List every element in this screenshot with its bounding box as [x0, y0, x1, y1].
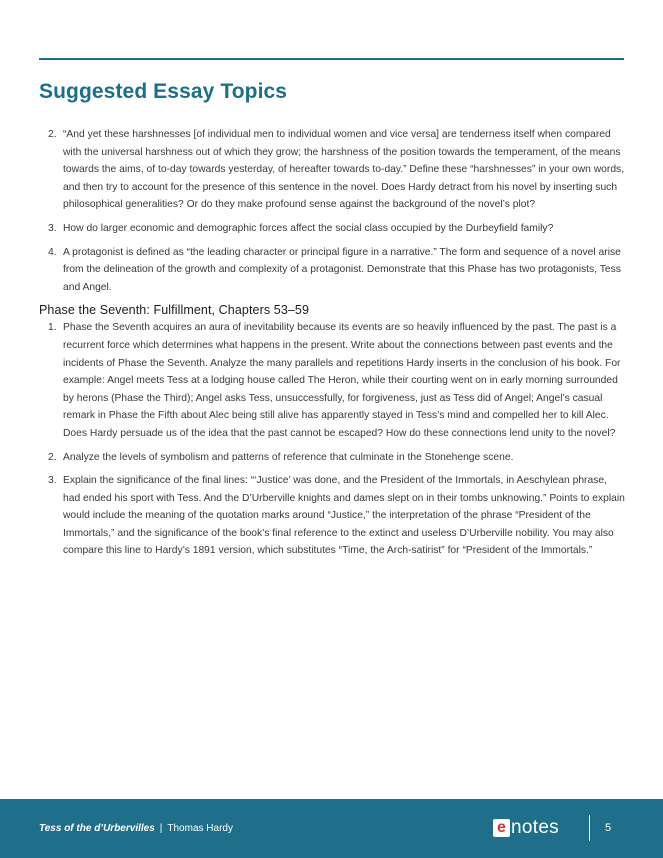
topic-list-continued [39, 126, 625, 296]
enotes-logo [493, 818, 559, 838]
author-name: Thomas Hardy [167, 823, 233, 834]
footer-separator: | [159, 823, 163, 834]
item-number: 3. [48, 475, 57, 487]
footer-divider [589, 815, 590, 841]
item-text: Phase the Seventh acquires an aura of inevitability because its events are so heavily influenced by the past. The past is a recurrent force which determines what happens in the present. Write about the connections between past events and the incidents of Phase the Seventh. Analyze the many parallels and repetitions Hardy inserts in the conclusion of his book. For example: Angel meets Tess at a lodging house called The Heron, while their courting went on in early morning surrounded by herons (Phase the Third); Angel asks Tess, unsuccessfully, for forgiveness, just as Tess did of Angel; Angel’s casual remark in Phase the Fifth about Alec being still alive has apparently stayed in Tess’s mind and compelled her to kill Alec. Does Hardy persuade us of the idea that the past cannot be escaped? How do these connections lend unity to the novel? [63, 322, 621, 439]
list-item [39, 449, 625, 467]
item-number: 3. [48, 222, 57, 234]
item-text: Explain the significance of the final lines: “‘Justice’ was done, and the President of the Immortals, in Aeschylean phrase, had ended his sport with Tess. And the D’Urberville knights and dames slept on in their tombs unknowing.” Points to explain would include the meaning of the quotation marks around “Justice,” the interpretation of the phrase “President of the Immortals,” and the significance of the book’s final reference to the extinct and useless D’Urberville nobility. You may also compare this line to Hardy’s 1891 version, which substitutes “Time, the Arch-satirist” for “President of the Immortals.” [63, 475, 625, 557]
list-item [39, 220, 625, 238]
item-text: Analyze the levels of symbolism and patterns of reference that culminate in the Stonehenge scene. [63, 451, 514, 463]
book-title: Tess of the d’Urbervilles [39, 823, 155, 834]
item-number: 1. [48, 322, 57, 334]
logo-wordmark: notes [511, 817, 559, 838]
section-heading: Phase the Seventh: Fulfillment, Chapters 53–59 [39, 303, 310, 318]
logo-e-mark: e [493, 819, 510, 837]
page-title: Suggested Essay Topics [39, 80, 288, 103]
page-footer [0, 799, 663, 858]
footer-citation [39, 823, 233, 834]
list-item [39, 472, 625, 560]
page-number: 5 [605, 822, 612, 834]
item-number: 2. [48, 451, 57, 463]
item-text: “And yet these harshnesses [of individual men to individual women and vice versa] are tenderness itself when compared with the universal harshness out of which they grow; the harshness of the position towards the temperament, of the means towards the aims, of to-day towards yesterday, of hereafter towards to-day.” Define these “harshnesses” in your own words, and then try to account for the presence of this sentence in the novel. Does Hardy detract from his novel by inserting such philosophical generalities? Or do they make profound sense against the background of the novel’s plot? [63, 129, 625, 211]
topic-list-phase-seventh [39, 319, 625, 560]
list-item [39, 244, 625, 297]
item-number: 2. [48, 129, 57, 140]
content [39, 126, 625, 566]
top-rule [39, 58, 624, 60]
list-item [39, 319, 625, 442]
list-item [39, 126, 625, 214]
item-number: 4. [48, 246, 57, 258]
item-text: A protagonist is defined as “the leading character or principal figure in a narrative.” The form and sequence of a novel arise from the delineation of the growth and complexity of a protagonist. Demonstrate that this Phase has two protagonists, Tess and Angel. [63, 246, 621, 293]
item-text: How do larger economic and demographic forces affect the social class occupied by the Durbeyfield family? [63, 222, 554, 234]
